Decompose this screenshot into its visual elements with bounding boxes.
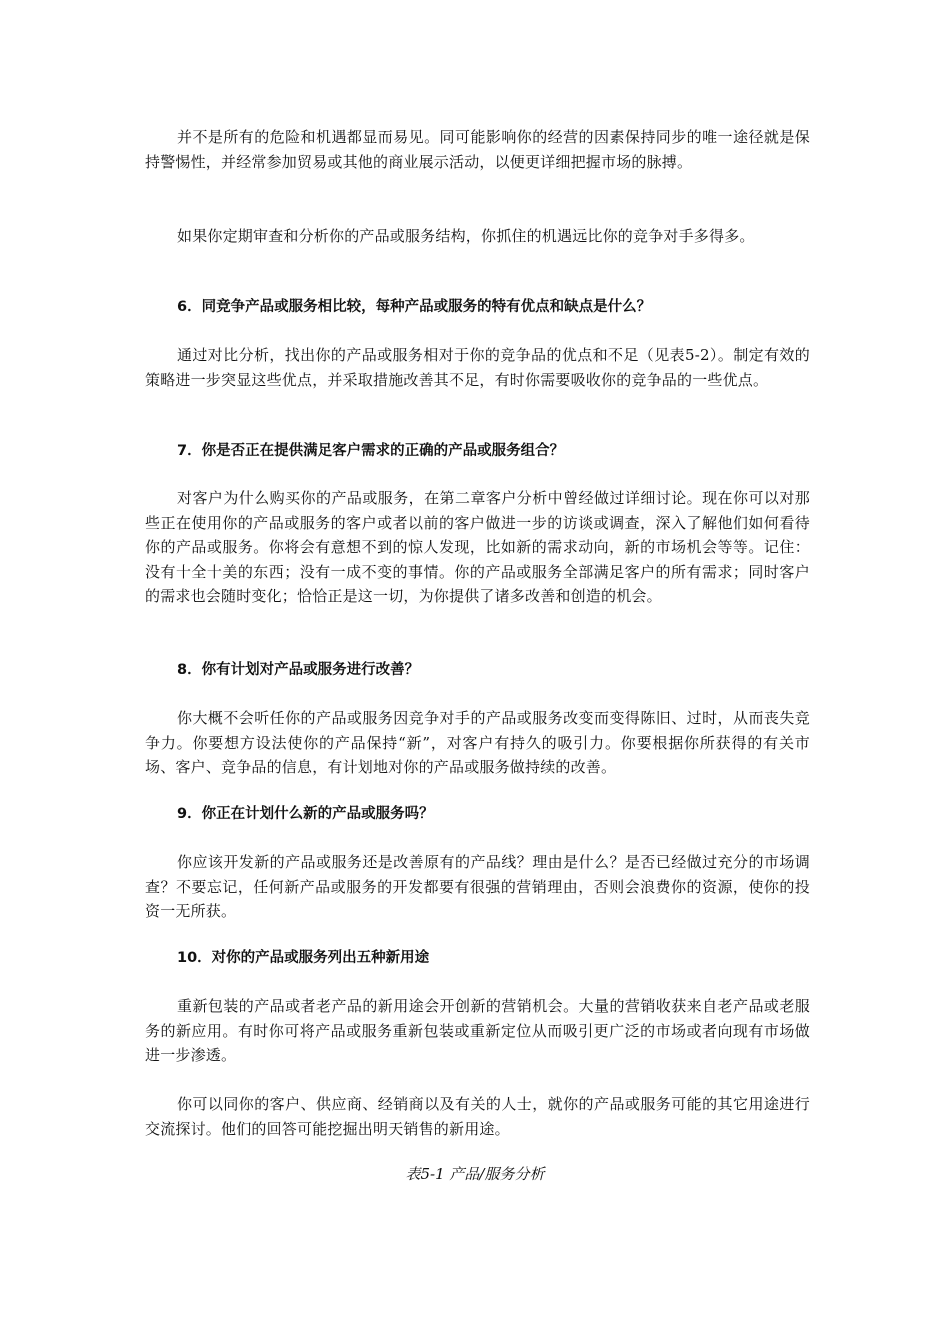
heading-8	[145, 660, 810, 680]
paragraph-text: 你可以同你的客户、供应商、经销商以及有关的人士，就你的产品或服务可能的其它用途进行交流探讨。他们的回答可能挖掘出明天销售的新用途。	[145, 1095, 810, 1138]
paragraph-text: 通过对比分析，找出你的产品或服务相对于你的竞争品的优点和不足（见表5-2）。制定有效的策略进一步突显这些优点，并采取措施改善其不足，有时你需要吸收你的竞争品的一些优点。	[145, 346, 810, 389]
paragraph-watch-market	[145, 125, 810, 174]
section-heading: 6．同竞争产品或服务相比较，每种产品或服务的特有优点和缺点是什么？	[177, 299, 652, 315]
paragraph-compare	[145, 343, 810, 392]
section-heading: 8．你有计划对产品或服务进行改善？	[177, 662, 420, 678]
heading-10	[145, 948, 810, 968]
section-heading: 9．你正在计划什么新的产品或服务吗？	[177, 806, 434, 822]
paragraph-text: 你大概不会听任你的产品或服务因竞争对手的产品或服务改变而变得陈旧、过时，从而丧失竞争力。你要想方设法使你的产品保持“新”，对客户有持久的吸引力。你要根据你所获得的有关市场、客户、竞争品的信息，有计划地对你的产品或服务做持续的改善。	[145, 709, 810, 776]
paragraph-text: 并不是所有的危险和机遇都显而易见。同可能影响你的经营的因素保持同步的唯一途径就是保持警惕性，并经常参加贸易或其他的商业展示活动，以便更详细把握市场的脉搏。	[145, 128, 810, 171]
paragraph-text: 对客户为什么购买你的产品或服务，在第二章客户分析中曾经做过详细讨论。现在你可以对那些正在使用你的产品或服务的客户或者以前的客户做进一步的访谈或调查，深入了解他们如何看待你的产品或服务。你将会有意想不到的惊人发现，比如新的需求动向，新的市场机会等等。记住：没有十全十美的东西；没有一成不变的事情。你的产品或服务全部满足客户的所有需求；同时客户的需求也会随时变化；恰恰正是这一切，为你提供了诸多改善和创造的机会。	[145, 489, 810, 605]
paragraph-review-structure	[145, 224, 810, 249]
paragraph-text: 如果你定期审查和分析你的产品或服务结构，你抓住的机遇远比你的竞争对手多得多。	[177, 227, 755, 245]
heading-7	[145, 441, 810, 461]
section-heading: 10．对你的产品或服务列出五种新用途	[177, 950, 430, 966]
paragraph-new-uses	[145, 994, 810, 1068]
paragraph-text: 重新包装的产品或者老产品的新用途会开创新的营销机会。大量的营销收获来自老产品或老服务的新应用。有时你可将产品或服务重新包装或重新定位从而吸引更广泛的市场或者向现有市场做进一步渗透。	[145, 997, 810, 1064]
heading-9	[145, 804, 810, 824]
paragraph-new-product	[145, 850, 810, 924]
section-heading: 7．你是否正在提供满足客户需求的正确的产品或服务组合？	[177, 443, 565, 459]
paragraph-customer	[145, 486, 810, 609]
paragraph-improve	[145, 706, 810, 780]
table-caption: 表5-1 产品/服务分析	[405, 1165, 545, 1183]
paragraph-text: 你应该开发新的产品或服务还是改善原有的产品线？理由是什么？是否已经做过充分的市场调查？不要忘记，任何新产品或服务的开发都要有很强的营销理由，否则会浪费你的资源，使你的投资一无所获。	[145, 853, 810, 920]
heading-6	[145, 297, 810, 317]
paragraph-discuss	[145, 1092, 810, 1141]
